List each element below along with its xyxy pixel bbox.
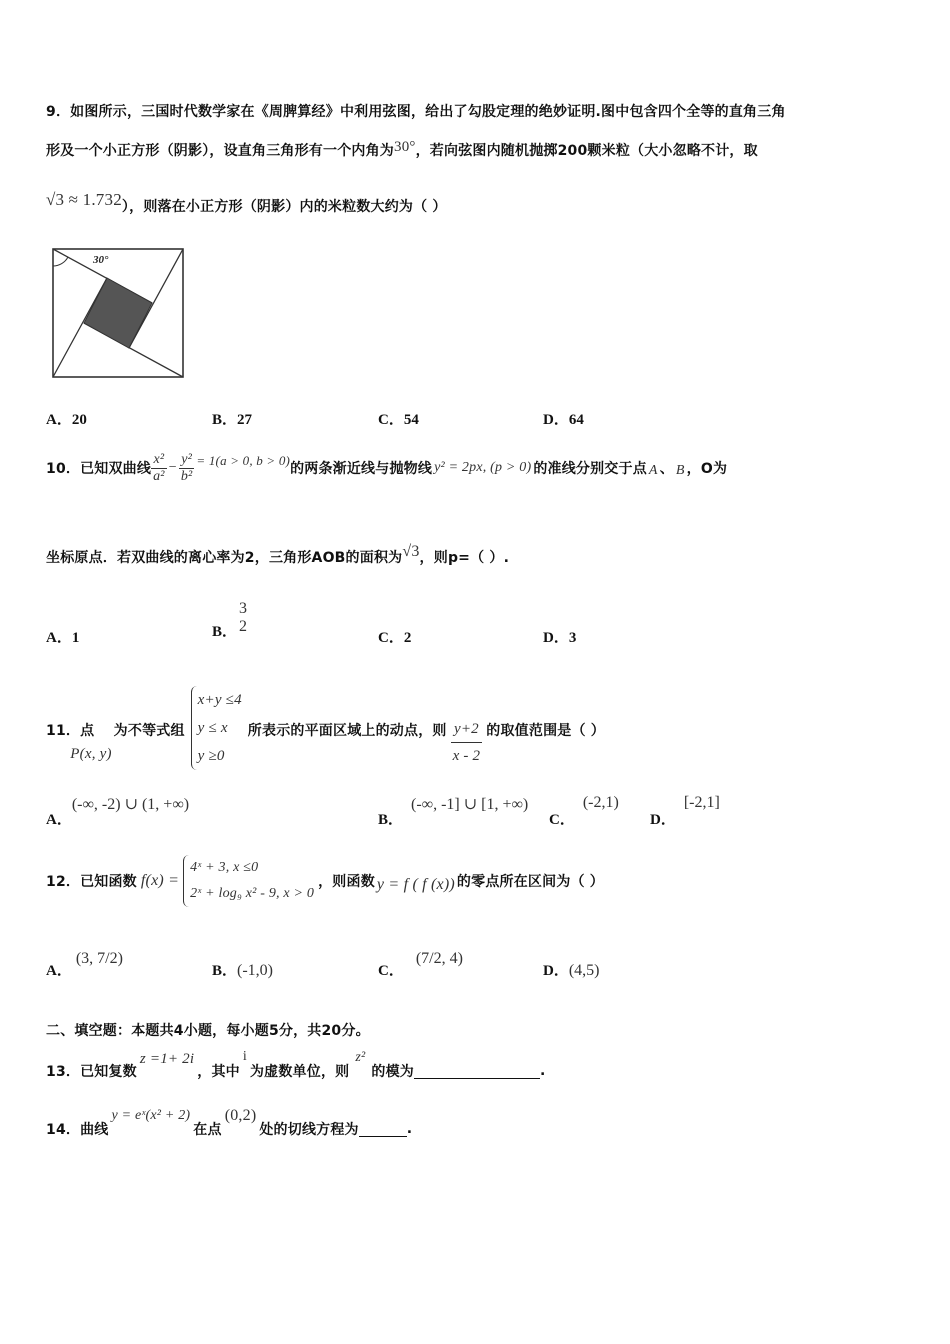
- q12-piecewise: 4ˣ + 3, x ≤0 2ˣ + log₉ x² - 9, x > 0: [183, 855, 314, 907]
- q12-line: 12．已知函数 f(x) = 4ˣ + 3, x ≤0 2ˣ + log₉ x² - 9, x > 0 ，则函数 y = f ( f (x)) 的零点所在区间为（ ）: [46, 851, 604, 911]
- q10-option-c[interactable]: C．2: [378, 630, 412, 646]
- q10-frac-y: $\frac{\text{y²}}{\text{b²}}$: [180, 451, 193, 484]
- q10-option-d[interactable]: D．3: [543, 630, 577, 646]
- q9-option-a[interactable]: A．20: [46, 412, 87, 428]
- q12-option-a[interactable]: A． (3, 7/2): [46, 950, 123, 979]
- q9-line1: 9．如图所示，三国时代数学家在《周脾算经》中利用弦图，给出了勾股定理的绝妙证明.图中包含四个全等的直角三角: [46, 104, 786, 120]
- q9-option-d[interactable]: D．64: [543, 412, 584, 428]
- q9-line3: √3 ≈ 1.732），则落在小正方形（阴影）内的米粒数大约为（ ）: [46, 190, 447, 215]
- q13-line: 13．已知复数 z =1+ 2i ，其中 i 为虚数单位，则 z² 的模为 .: [46, 1049, 546, 1080]
- q12-option-b[interactable]: B．(-1,0): [212, 962, 273, 979]
- q11-line: 11．点 P(x, y) 为不等式组 x+y ≤4 y ≤ x y ≥0 所表示的平面区域上的动点，则 $\frac{y+2}{x - 2}$ 的取值范围是（ ）: [46, 684, 605, 772]
- q9-option-c[interactable]: C．54: [378, 412, 419, 428]
- q10-line2: 坐标原点．若双曲线的离心率为2，三角形AOB的面积为√3，则p=（ ）.: [46, 543, 510, 566]
- q14-answer-blank[interactable]: [359, 1122, 407, 1137]
- q11-point: P(x, y): [70, 745, 112, 762]
- chord-diagram-svg: [50, 246, 186, 380]
- q11-option-d[interactable]: D． [-2,1]: [650, 794, 720, 828]
- sqrt3-approx: √3 ≈ 1.732: [46, 190, 122, 209]
- q11-option-b[interactable]: B． (-∞, -1] ∪ [1, +∞): [378, 796, 529, 828]
- q11-option-a[interactable]: A． (-∞, -2) ∪ (1, +∞): [46, 796, 190, 828]
- q9-option-b[interactable]: B．27: [212, 412, 253, 428]
- q11-inequality-system: x+y ≤4 y ≤ x y ≥0: [191, 686, 242, 770]
- q9-chord-diagram: [50, 246, 186, 380]
- angle-label: 30°: [93, 254, 109, 266]
- q10-line1: 10．已知双曲线 $\frac{\text{x²}}{\text{a²}}$ − $\frac{\text{y²}}{\text{b²}}$ = 1(a > 0, b > 0) 的两条渐近线与抛物线 y² = 2px, (p > 0) 的准线分别交于点 A 、 B ，O为: [46, 451, 728, 484]
- q11-option-c[interactable]: C． (-2,1): [549, 794, 619, 828]
- q10-option-b[interactable]: B． 3 2: [212, 600, 248, 640]
- q9-line2: 形及一个小正方形（阴影），设直角三角形有一个内角为30°，若向弦图内随机抛掷200颗米粒（大小忽略不计，取: [46, 139, 758, 159]
- q12-option-d[interactable]: D．(4,5): [543, 962, 600, 979]
- q11-fraction: $\frac{y+2}{x - 2}$: [451, 716, 483, 769]
- q13-answer-blank[interactable]: [414, 1064, 540, 1079]
- q10-option-a[interactable]: A．1: [46, 630, 80, 646]
- q12-option-c[interactable]: C． (7/2, 4): [378, 950, 463, 979]
- q14-line: 14．曲线 y = eˣ(x² + 2) 在点 (0,2) 处的切线方程为 .: [46, 1107, 413, 1138]
- section-fill-in-heading: 二、填空题：本题共4小题，每小题5分，共20分。: [46, 1023, 370, 1039]
- q10-frac-x: $\frac{\text{x²}}{\text{a²}}$: [153, 451, 165, 484]
